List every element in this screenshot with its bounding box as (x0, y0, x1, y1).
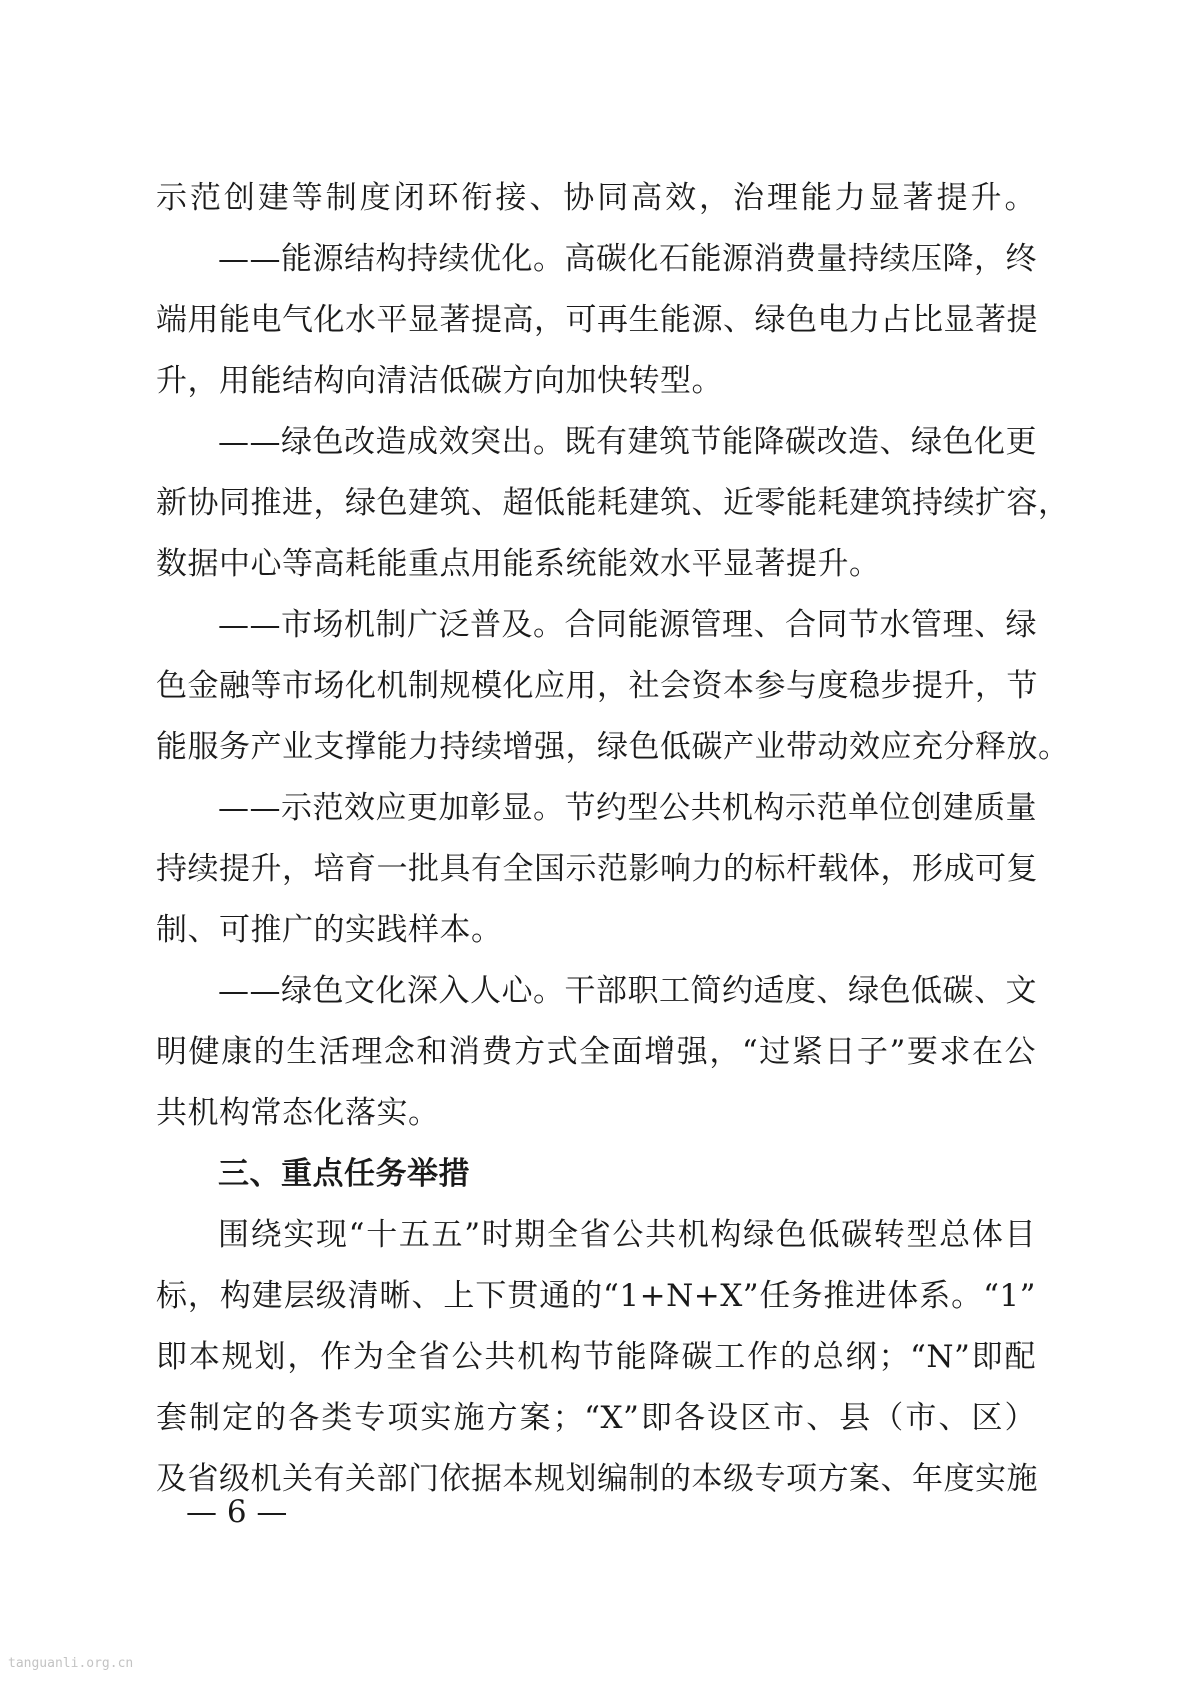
text-line: 端用能电气化水平显著提高，可再生能源、绿色电力占比显著提 (156, 302, 1038, 338)
text-line: 围绕实现“十五五”时期全省公共机构绿色低碳转型总体目 (218, 1217, 1036, 1253)
text-line: ——绿色改造成效突出。既有建筑节能降碳改造、绿色化更 (218, 424, 1037, 460)
section-heading: 三、重点任务举措 (218, 1156, 470, 1192)
text-line: 共机构常态化落实。 (156, 1095, 440, 1131)
text-line: 示范创建等制度闭环衔接、协同高效，治理能力显著提升。 (156, 180, 1036, 216)
text-line: 标，构建层级清晰、上下贯通的“1+N+X”任务推进体系。“1” (156, 1278, 1036, 1314)
text-line: 升，用能结构向清洁低碳方向加快转型。 (156, 363, 723, 399)
text-line: 即本规划，作为全省公共机构节能降碳工作的总纲；“N”即配 (156, 1339, 1036, 1375)
text-line: 及省级机关有关部门依据本规划编制的本级专项方案、年度实施 (156, 1461, 1038, 1497)
page-number: — 6 — (186, 1494, 288, 1530)
text-line: 明健康的生活理念和消费方式全面增强，“过紧日子”要求在公 (156, 1034, 1036, 1070)
text-line: 新协同推进，绿色建筑、超低能耗建筑、近零能耗建筑持续扩容， (156, 485, 1070, 521)
text-line: 色金融等市场化机制规模化应用，社会资本参与度稳步提升，节 (156, 668, 1038, 704)
text-line: ——市场机制广泛普及。合同能源管理、合同节水管理、绿 (218, 607, 1037, 643)
text-line: 能服务产业支撑能力持续增强，绿色低碳产业带动效应充分释放。 (156, 729, 1070, 765)
text-line: ——能源结构持续优化。高碳化石能源消费量持续压降，终 (218, 241, 1037, 277)
text-line: 持续提升，培育一批具有全国示范影响力的标杆载体，形成可复 (156, 851, 1038, 887)
text-line: 套制定的各类专项实施方案；“X”即各设区市、县（市、区） (156, 1400, 1036, 1436)
text-line: ——绿色文化深入人心。干部职工简约适度、绿色低碳、文 (218, 973, 1037, 1009)
body-text (156, 168, 1070, 1510)
text-line: 数据中心等高耗能重点用能系统能效水平显著提升。 (156, 546, 881, 582)
watermark: tanguanli.org.cn (8, 1656, 134, 1671)
text-line: 制、可推广的实践样本。 (156, 912, 503, 948)
text-line: ——示范效应更加彰显。节约型公共机构示范单位创建质量 (218, 790, 1037, 826)
